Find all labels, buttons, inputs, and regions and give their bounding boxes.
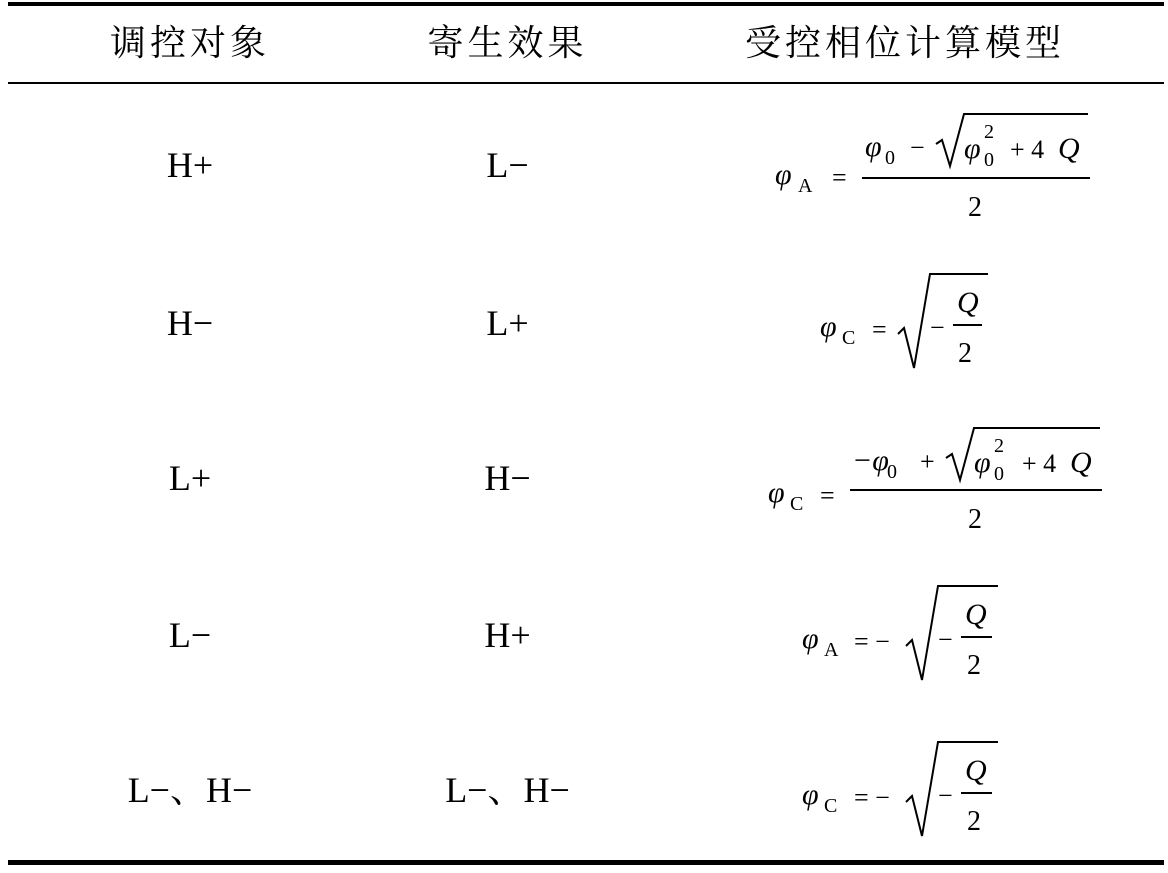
f1-rad-sub: 0	[984, 149, 994, 171]
f3-rad-var: Q	[1070, 446, 1092, 479]
row-5-effect: L−、H−	[445, 770, 570, 810]
table-top-rule	[8, 2, 1164, 6]
f3-den: 2	[968, 504, 982, 535]
f1-num-a: φ	[865, 130, 882, 163]
header-parasitic-effect: 寄生效果	[427, 23, 588, 64]
row-4-formula	[700, 582, 1120, 686]
f3-num-a-sub: 0	[887, 461, 897, 483]
row-1-formula	[700, 112, 1120, 224]
f3-rad-sup: 2	[994, 435, 1004, 457]
f3-lhs-sub: C	[790, 493, 804, 515]
f4-q: Q	[965, 598, 987, 631]
f5-lhs-sub: C	[824, 795, 838, 817]
f1-rad-rest: + 4	[1010, 135, 1045, 164]
f3-op: +	[920, 447, 935, 476]
row-3-formula	[700, 422, 1120, 534]
row-5-target: L−、H−	[127, 770, 253, 810]
header-control-target: 调控对象	[109, 23, 270, 64]
f4-minus: −	[938, 625, 953, 654]
f3-eq: =	[820, 481, 835, 510]
row-2-formula	[700, 270, 1120, 374]
f1-num-a-sub: 0	[885, 147, 895, 169]
table-bottom-rule	[8, 860, 1164, 865]
f2-q: Q	[957, 286, 979, 319]
header-phase-model: 受控相位计算模型	[744, 23, 1065, 64]
f4-eq: = −	[854, 627, 890, 656]
row-2-target: H−	[166, 303, 214, 343]
f3-num-a: −φ	[852, 444, 889, 477]
f2-lhs-sub: C	[842, 327, 856, 349]
row-4-effect: H+	[484, 615, 531, 655]
f3-rad-rest: + 4	[1022, 449, 1057, 478]
f1-den: 2	[968, 192, 982, 223]
row-2-effect: L+	[486, 303, 529, 343]
f3-lhs: φ	[768, 476, 785, 509]
f2-den: 2	[958, 338, 972, 369]
f4-den: 2	[967, 650, 981, 681]
f1-rad-var: Q	[1058, 132, 1080, 165]
f3-rad-sub: 0	[994, 463, 1004, 485]
f2-minus: −	[930, 313, 945, 342]
f5-minus: −	[938, 781, 953, 810]
row-1-target: H+	[166, 145, 214, 185]
f2-lhs: φ	[820, 310, 837, 343]
f1-rad-sym: φ	[964, 132, 981, 165]
f1-lhs: φ	[775, 158, 792, 191]
f1-rad-sup: 2	[984, 121, 994, 143]
row-4-target: L−	[168, 615, 212, 655]
f5-q: Q	[965, 754, 987, 787]
row-3-target: L+	[168, 458, 212, 498]
f1-lhs-sub: A	[798, 175, 813, 197]
f5-lhs: φ	[802, 778, 819, 811]
f4-lhs: φ	[802, 622, 819, 655]
row-1-effect: L−	[486, 145, 529, 185]
f1-eq: =	[832, 163, 847, 192]
f3-rad-sym: φ	[974, 446, 991, 479]
table-header-rule	[8, 82, 1164, 84]
row-5-formula	[700, 738, 1120, 842]
f5-eq: = −	[854, 783, 890, 812]
f2-eq: =	[872, 315, 887, 344]
row-3-effect: H−	[484, 458, 531, 498]
f1-op: −	[910, 133, 925, 162]
f5-den: 2	[967, 806, 981, 837]
f4-lhs-sub: A	[824, 639, 839, 661]
